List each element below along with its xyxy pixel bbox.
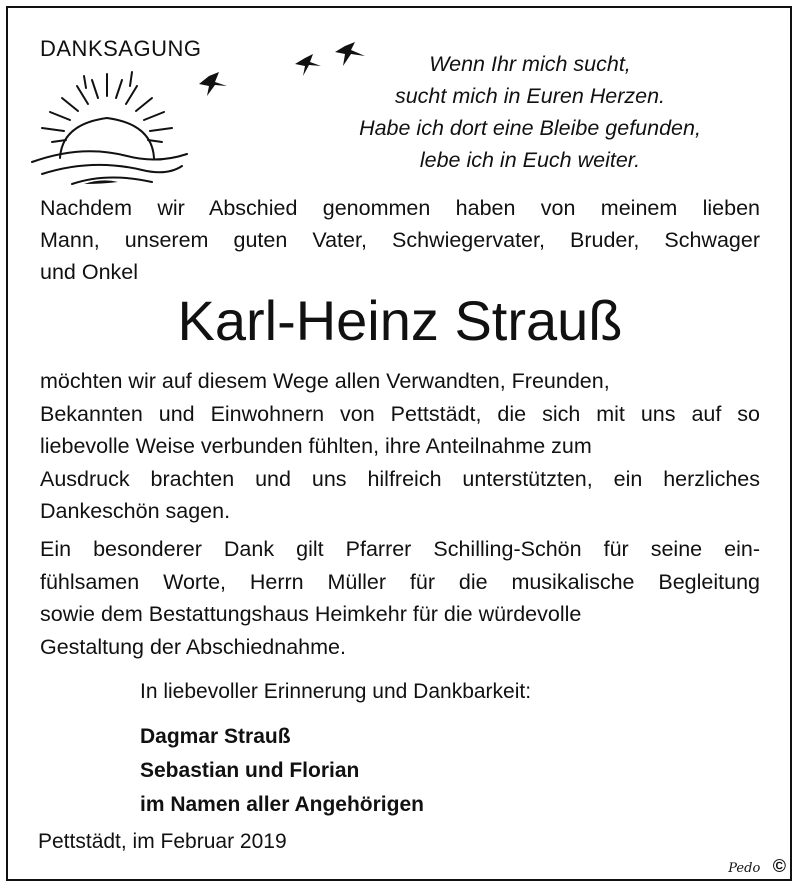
text-line: Dankeschön sagen. xyxy=(40,499,231,523)
notice-title: DANKSAGUNG xyxy=(40,36,202,61)
text-line: Gestaltung der Abschiednahme. xyxy=(40,634,346,659)
special-thanks-paragraph xyxy=(40,533,760,663)
text-line: liebevolle Weise verbunden fühlten, ihre Anteilnahme zum xyxy=(40,434,592,458)
intro-paragraph xyxy=(40,192,760,288)
poem-line: sucht mich in Euren Herzen. xyxy=(394,84,666,108)
text-line: sowie dem Bestattungshaus Heimkehr für die würdevolle xyxy=(40,602,582,626)
signer-name: im Namen aller Angehörigen xyxy=(140,793,424,816)
signer-name: Sebastian und Florian xyxy=(140,759,360,782)
publisher-mark xyxy=(728,856,786,877)
deceased-name: Karl-Heinz Strauß xyxy=(177,289,623,352)
text-line: Bekannten und Einwohnern von Pettstädt, die sich mit uns auf so xyxy=(40,401,760,426)
text-line: fühlsamen Worte, Herrn Müller für die musikalische Begleitung xyxy=(40,569,760,594)
text-line: Ein besonderer Dank gilt Pfarrer Schilling-Schön für seine ein- xyxy=(40,537,760,561)
signers xyxy=(140,720,424,822)
text-line: möchten wir auf diesem Wege allen Verwandten, Freunden, xyxy=(40,369,610,393)
closing-line: In liebevoller Erinnerung und Dankbarkeit: xyxy=(140,680,532,703)
text-line: Nachdem wir Abschied genommen haben von meinem lieben xyxy=(40,196,760,220)
signature-mark: Pedo xyxy=(728,861,761,876)
copyright-icon: © xyxy=(772,856,786,876)
place-date: Pettstädt, im Februar 2019 xyxy=(38,830,287,853)
sunset-icon xyxy=(22,66,192,191)
poem-line: Wenn Ihr mich sucht, xyxy=(429,52,631,76)
poem-line: lebe ich in Euch weiter. xyxy=(419,148,641,172)
text-line: und Onkel xyxy=(40,260,139,284)
text-line: Ausdruck brachten und uns hilfreich unterstützten, ein herzliches xyxy=(40,466,760,491)
poem-line: Habe ich dort eine Bleibe gefunden, xyxy=(359,116,701,140)
signer-name: Dagmar Strauß xyxy=(140,725,291,748)
thanks-paragraph xyxy=(40,365,760,528)
text-line: Mann, unserem guten Vater, Schwiegervater, Bruder, Schwager xyxy=(40,228,760,252)
poem xyxy=(310,48,750,176)
